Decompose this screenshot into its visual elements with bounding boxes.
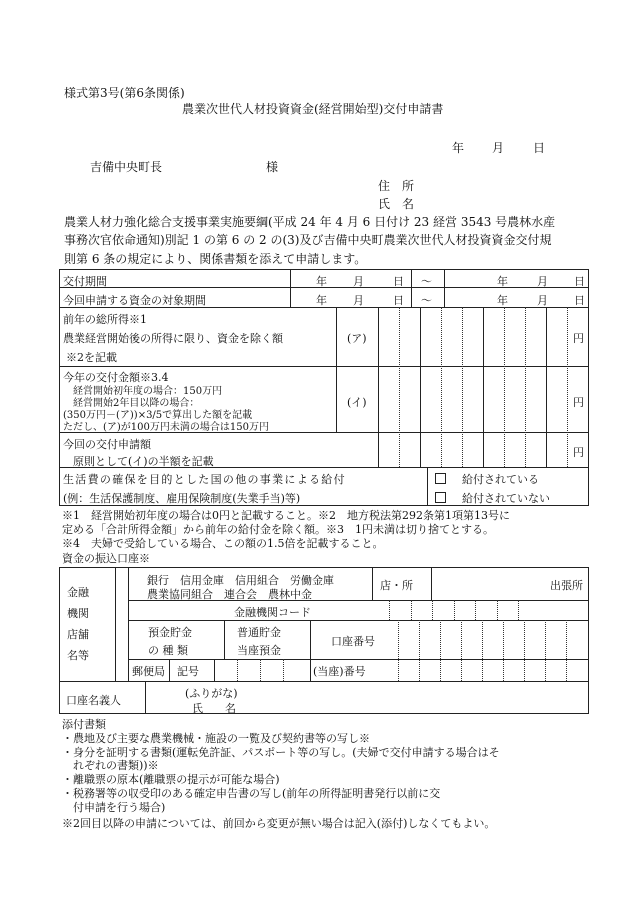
target-start-year: 年 [316, 294, 327, 307]
request-line-2: 原則として(イ)の半額を記載 [73, 455, 214, 468]
attachments-footer: ※2回目以降の申請については、前回から変更が無い場合は記入(添付)しなくてもよい。 [62, 817, 496, 830]
bank-side-label-1: 金融 [67, 586, 89, 599]
income-line-3: ※2を記載 [66, 351, 117, 364]
target-tilde: ～ [421, 294, 432, 307]
furigana-label: (ふりがな) [185, 687, 238, 700]
amount-line-1: 今年の交付金額※3.4 [63, 371, 169, 384]
account-holder-label: 口座名義人 [66, 694, 121, 707]
date-day: 日 [533, 141, 546, 155]
attachment-item-1: ・農地及び主要な農業機械・施設の一覧及び契約書等の写し※ [62, 732, 370, 745]
target-end-day: 日 [574, 294, 585, 307]
request-unit: 円 [573, 446, 584, 459]
period-end-year: 年 [497, 275, 508, 288]
holder-name-label: 氏 名 [192, 702, 236, 715]
income-unit: 円 [573, 332, 584, 345]
amount-line-4: (350万円－(ア))×3/5で算出した額を記載 [63, 410, 253, 421]
addressee-suffix: 様 [266, 160, 279, 174]
bank-side-label-3: 店舗 [67, 628, 89, 641]
attachment-item-4: ・税務署等の収受印のある確定申告書の写し(前年の所得証明書発行以前に交 [62, 787, 441, 800]
attachment-item-3: ・離職票の原本(離職票の提示が可能な場合) [62, 773, 280, 786]
bank-types-line-2: 農業協同組合 連合会 農林中金 [147, 588, 312, 601]
intro-line-3: 則第 6 条の規定により、関係書類を添えて申請します。 [64, 252, 367, 266]
postal-symbol-label: 記号 [177, 665, 199, 678]
deposit-type-current[interactable]: 当座預金 [237, 644, 281, 657]
target-end-month: 月 [537, 294, 548, 307]
post-office-label: 郵便局 [132, 665, 165, 678]
amount-line-2: 経営開始初年度の場合：150万円 [73, 386, 223, 397]
date-year: 年 [452, 141, 465, 155]
income-line-2: 農業経営開始後の所得に限り、資金を除く額 [63, 332, 283, 345]
attachment-item-2: ・身分を証明する書類(運転免許証、パスポート等の写し。(夫婦で交付申請する場合はそ [62, 746, 500, 759]
bank-types-line-1: 銀行 信用金庫 信用組合 労働金庫 [147, 574, 334, 587]
target-start-month: 月 [353, 294, 364, 307]
period-start-year: 年 [316, 275, 327, 288]
note-line-1: ※1 経営開始初年度の場合は0円と記載すること。※2 地方税法第292条第1項第13号に [62, 509, 510, 522]
note-line-2: 定める「合計所得金額」から前年の給付金を除く額。※3 1円未満は切り捨てとする。 [62, 523, 494, 536]
bank-side-label-4: 名等 [67, 649, 89, 662]
period-end-day: 日 [574, 275, 585, 288]
period-start-month: 月 [353, 275, 364, 288]
target-period-label: 今回申請する資金の対象期間 [63, 294, 206, 307]
income-line-1: 前年の総所得※1 [63, 313, 147, 326]
deposit-type-ordinary[interactable]: 普通貯金 [237, 626, 281, 639]
attachment-item-4-cont: 付申請を行う場合) [62, 801, 166, 814]
benefit-not-received-checkbox[interactable] [435, 492, 446, 503]
amount-mark: (イ) [347, 396, 367, 409]
other-benefit-line-1: 生活費の確保を目的とした国の他の事業による給付 [63, 473, 346, 486]
target-end-year: 年 [497, 294, 508, 307]
bank-side-label-2: 機関 [67, 607, 89, 620]
income-mark: (ア) [347, 332, 367, 345]
amount-line-3: 経営開始2年目以降の場合： [73, 398, 200, 409]
target-start-day: 日 [393, 294, 404, 307]
account-number-label: 口座番号 [331, 635, 375, 648]
attachment-item-2-cont: れぞれの書類))※ [62, 759, 159, 772]
applicant-name-label: 氏 名 [378, 197, 415, 211]
benefit-received-checkbox[interactable] [435, 473, 446, 484]
period-end-month: 月 [537, 275, 548, 288]
amount-unit: 円 [573, 396, 584, 409]
note-line-3: ※4 夫婦で受給している場合、この額の1.5倍を記載すること。 [62, 537, 384, 550]
branch-label: 店・所 [380, 579, 413, 592]
addressee-name: 吉備中央町長 [90, 160, 163, 174]
intro-line-1: 農業人材力強化総合支援事業実施要綱(平成 24 年 4 月 6 日付け 23 経営 3543 号農林水産 [64, 215, 556, 229]
deposit-kind-line-1: 預金貯金 [148, 626, 192, 639]
date-month: 月 [492, 141, 505, 155]
bank-account-table [59, 567, 589, 714]
bank-heading: 資金の振込口座※ [62, 552, 150, 565]
amount-line-5: ただし、(ア)が100万円未満の場合は150万円 [63, 422, 269, 433]
form-number: 様式第3号(第6条関係) [64, 86, 185, 100]
intro-line-2: 事務次官依命通知)別記 1 の第 6 の 2 の(3)及び吉備中央町農業次世代人材投資資金交付規 [64, 233, 552, 247]
sub-branch-label: 出張所 [550, 579, 583, 592]
postal-number-label: (当座)番号 [313, 665, 366, 678]
attachments-heading: 添付書類 [62, 718, 106, 731]
period-tilde: ～ [421, 275, 432, 288]
request-line-1: 今回の交付申請額 [63, 438, 151, 451]
period-start-day: 日 [393, 275, 404, 288]
bank-code-label: 金融機関コード [234, 606, 311, 619]
benefit-received-option[interactable]: 給付されている [435, 471, 539, 487]
form-title: 農業次世代人材投資資金(経営開始型)交付申請書 [182, 102, 444, 116]
deposit-kind-line-2: の 種 類 [148, 644, 188, 657]
benefit-not-received-option[interactable]: 給付されていない [435, 490, 550, 506]
other-benefit-line-2: (例：生活保護制度、雇用保険制度(失業手当)等) [63, 492, 301, 505]
applicant-address-label: 住 所 [378, 179, 415, 193]
period-label: 交付期間 [63, 275, 107, 288]
